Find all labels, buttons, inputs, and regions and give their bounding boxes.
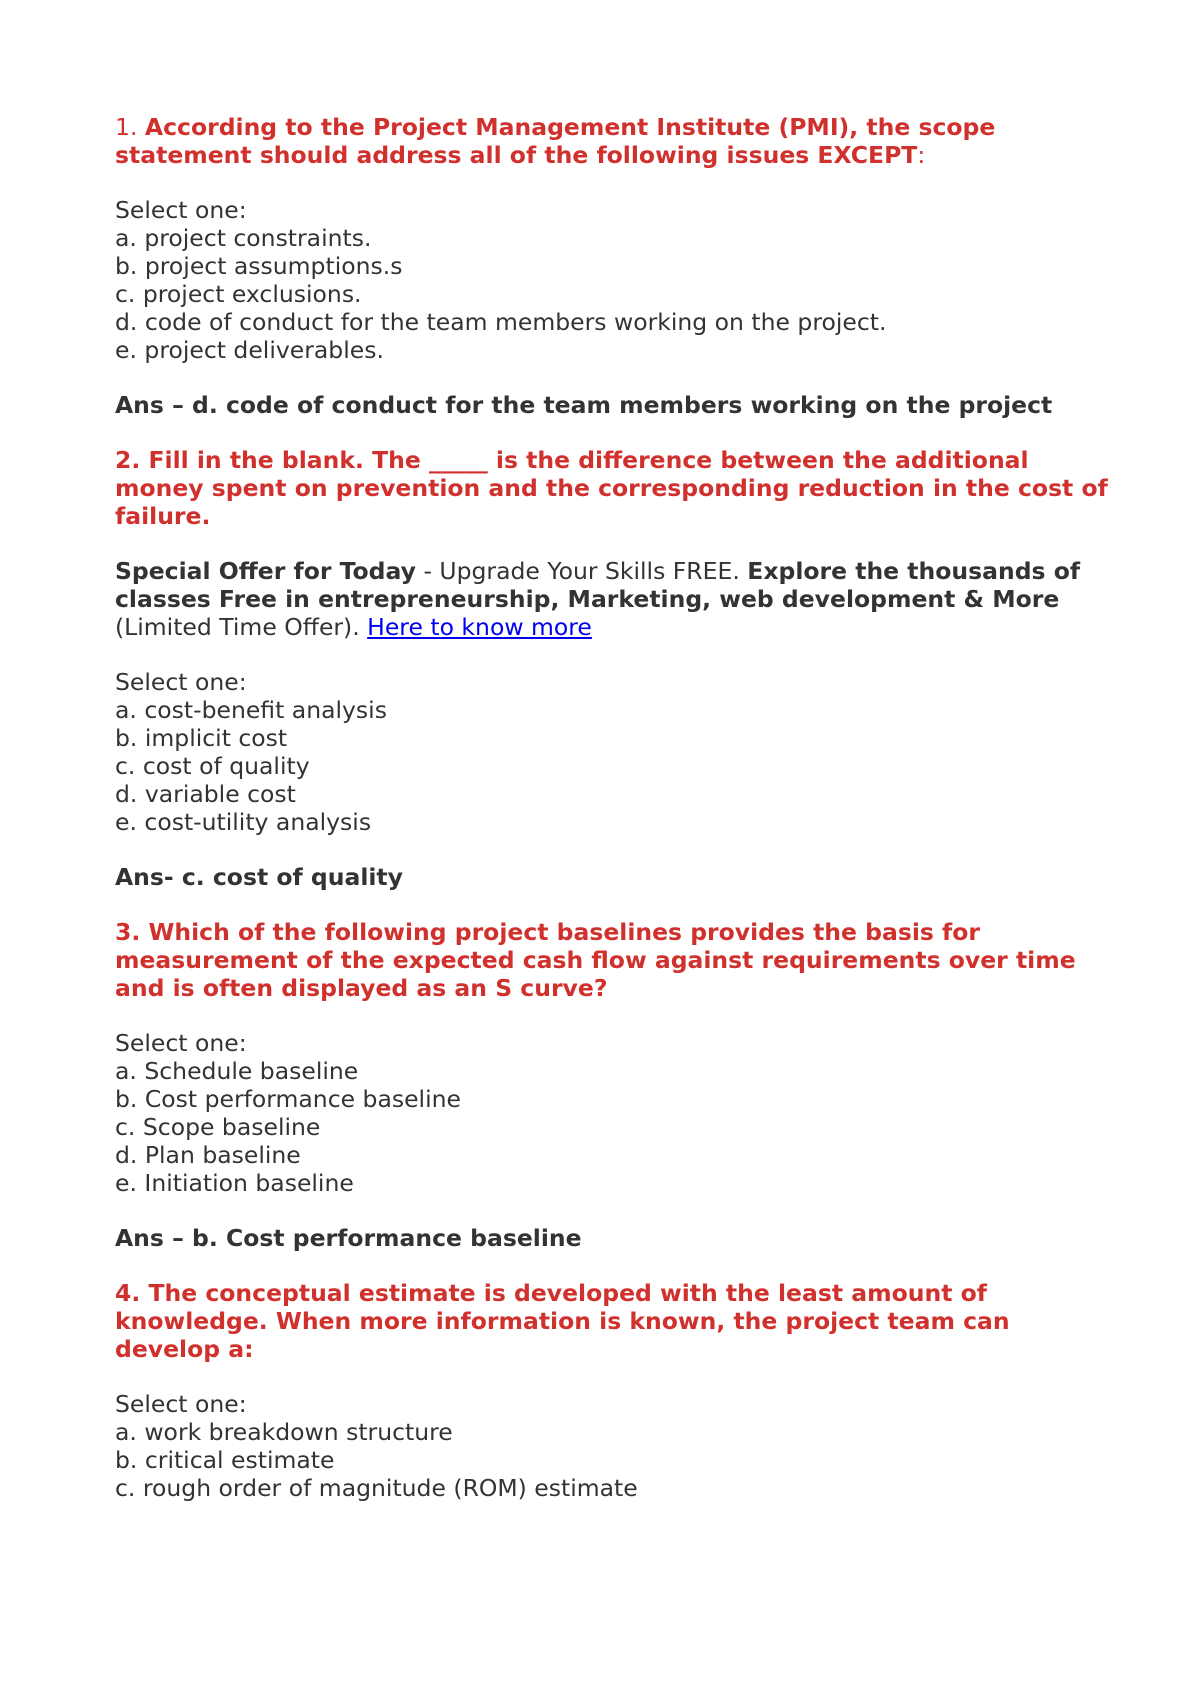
select-label: Select one: (115, 196, 247, 224)
question-1-answer: Ans – d. code of conduct for the team members working on the project (115, 391, 1053, 419)
option-c: c. rough order of magnitude (ROM) estimate (115, 1474, 638, 1502)
question-1-options (115, 196, 1115, 364)
document-page (115, 113, 1115, 1502)
question-1-text: According to the Project Management Institute (PMI), the scope statement should address all of the following issues EXCEPT (115, 113, 996, 169)
option-e: e. cost-utility analysis (115, 808, 372, 836)
option-a: a. cost-benefit analysis (115, 696, 387, 724)
option-c: c. project exclusions. (115, 280, 362, 308)
option-b: b. implicit cost (115, 724, 288, 752)
question-1 (115, 113, 1115, 169)
select-label: Select one: (115, 1390, 247, 1418)
option-e: e. project deliverables. (115, 336, 384, 364)
option-d: d. variable cost (115, 780, 296, 808)
option-b: b. Cost performance baseline (115, 1085, 461, 1113)
option-a: a. work breakdown structure (115, 1418, 453, 1446)
select-label: Select one: (115, 1029, 247, 1057)
option-d: d. code of conduct for the team members working on the project. (115, 308, 887, 336)
option-b: b. project assumptions.s (115, 252, 403, 280)
question-3-answer: Ans – b. Cost performance baseline (115, 1224, 582, 1252)
promo-bold-1: Special Offer for Today (115, 557, 416, 585)
question-3-options (115, 1029, 1115, 1197)
option-a: a. Schedule baseline (115, 1057, 359, 1085)
promo-banner (115, 557, 1115, 641)
question-1-suffix: : (917, 141, 926, 169)
question-4-options (115, 1390, 1115, 1502)
option-e: e. Initiation baseline (115, 1169, 354, 1197)
promo-plain-1: - Upgrade Your Skills FREE. (415, 557, 748, 585)
question-3: 3. Which of the following project baselines provides the basis for measurement of the expected cash flow against requirements over time and is often displayed as an S curve? (115, 918, 1076, 1002)
option-b: b. critical estimate (115, 1446, 335, 1474)
promo-plain-2: (Limited Time Offer). (115, 613, 368, 641)
option-a: a. project constraints. (115, 224, 372, 252)
select-label: Select one: (115, 668, 247, 696)
question-2: 2. Fill in the blank. The _____ is the difference between the additional money spent on prevention and the corresponding reduction in the cost of failure. (115, 446, 1108, 530)
option-d: d. Plan baseline (115, 1141, 301, 1169)
question-4: 4. The conceptual estimate is developed with the least amount of knowledge. When more information is known, the project team can develop a: (115, 1279, 1010, 1363)
question-2-options (115, 668, 1115, 836)
question-1-number: 1. (115, 113, 145, 141)
option-c: c. cost of quality (115, 752, 310, 780)
option-c: c. Scope baseline (115, 1113, 321, 1141)
promo-link[interactable]: Here to know more (367, 613, 592, 641)
question-2-answer: Ans- c. cost of quality (115, 863, 403, 891)
promo-bold-2: Explore the thousands of classes Free in entrepreneurship, Marketing, web development & More (115, 557, 1081, 613)
